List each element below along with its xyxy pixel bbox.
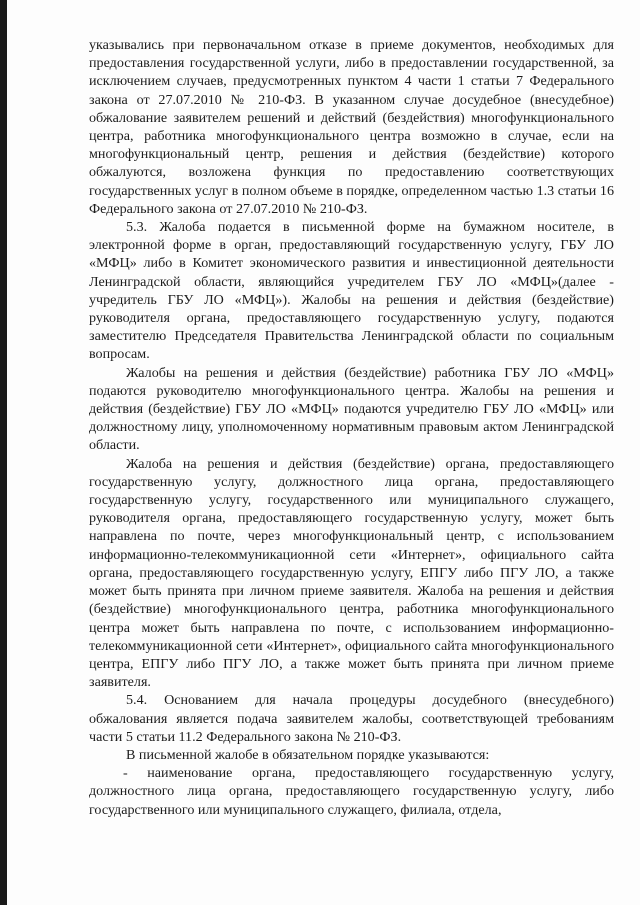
list-item-authority-name: - наименование органа, предоставляющего государственную услугу, должностного лица органа, предоставляющего государственную услугу, либо государственного или муниципального служащего, филиала, отдела, <box>89 765 614 818</box>
paragraph-written-complaint-intro: В письменной жалобе в обязательном порядке указываются: <box>126 746 490 763</box>
scan-edge-shadow <box>0 0 7 905</box>
paragraph-mfc-complaints: Жалобы на решения и действия (бездействие) работника ГБУ ЛО «МФЦ» подаются руководителю многофункционального центра. Жалобы на решения и действия (бездействие) ГБУ ЛО «МФЦ» подаются учредителю ГБУ ЛО «МФЦ» или должностному лицу, уполномоченному нормативным правовым актом Ленинградской области. <box>89 364 614 454</box>
paragraph-continuation: указывались при первоначальном отказе в приеме документов, необходимых для предоставления государственной услуги, либо в предоставлении государственной, за исключением случаев, предусмотренных пунктом 4 части 1 статьи 7 Федерального закона от 27.07.2010 № 210-ФЗ. В указанном случае досудебное (внесудебное) обжалование заявителем решений и действий (бездействия) многофункционального центра, работника многофункционального центра возможно в случае, если на многофункциональный центр, решения и действия (бездействие) которого обжалуются, возложена функция по предоставлению соответствующих государственных услуг в полном объеме в порядке, определенном частью 1.3 статьи 16 Федерального закона от 27.07.2010 № 210-ФЗ. <box>89 37 614 217</box>
paragraph-complaint-channels: Жалоба на решения и действия (бездействие) органа, предоставляющего государственную услугу, должностного лица органа, предоставляющего государственную услугу, государственного или муниципального служащего, руководителя органа, предоставляющего государственную услугу, может быть направлена по почте, через многофункциональный центр, с использованием информационно-телекоммуникационной сети «Интернет», официального сайта органа, предоставляющего государственную услугу, ЕПГУ либо ПГУ ЛО, а также может быть принята при личном приеме заявителя. Жалоба на решения и действия (бездействие) многофункционального центра, работника многофункционального центра может быть направлена по почте, с использованием информационно-телекоммуникационной сети «Интернет», официального сайта многофункционального центра, ЕПГУ либо ПГУ ЛО, а также может быть принята при личном приеме заявителя. <box>89 455 614 691</box>
document-body <box>89 36 614 819</box>
paragraph-5-4: 5.4. Основанием для начала процедуры досудебного (внесудебного) обжалования является подача заявителем жалобы, соответствующей требованиям части 5 статьи 11.2 Федерального закона № 210-ФЗ. <box>89 692 614 745</box>
paragraph-5-3: 5.3. Жалоба подается в письменной форме на бумажном носителе, в электронной форме в орган, предоставляющий государственную услугу, ГБУ ЛО «МФЦ» либо в Комитет экономического развития и инвестиционной деятельности Ленинградской области, являющийся учредителем ГБУ ЛО «МФЦ»(далее - учредитель ГБУ ЛО «МФЦ»). Жалобы на решения и действия (бездействие) руководителя органа, предоставляющего государственную услугу, подаются заместителю Председателя Правительства Ленинградской области по социальным вопросам. <box>89 219 614 363</box>
